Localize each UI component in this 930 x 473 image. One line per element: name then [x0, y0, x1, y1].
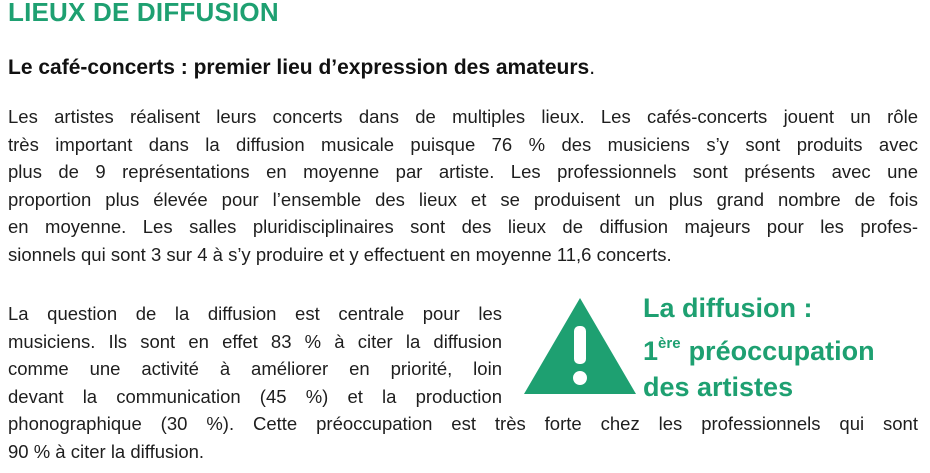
paragraph-line: très important dans la diffusion musicale puisque 76 % des musiciens s’y sont produits avec — [8, 133, 918, 155]
callout — [643, 290, 923, 405]
exclamation-bar — [574, 326, 586, 364]
callout-rank-number: 1 — [643, 336, 659, 366]
section-title: LIEUX DE DIFFUSION — [8, 0, 279, 27]
paragraph-line: La question de la diffusion est centrale pour les — [8, 303, 502, 324]
exclamation-dot — [573, 371, 587, 385]
callout-line2-text: préoccupation — [688, 336, 875, 366]
subtitle-text: Le café-concerts : premier lieu d’expression des amateurs — [8, 56, 590, 79]
warning-icon — [522, 296, 638, 396]
paragraph-diffusion-bottom — [8, 410, 918, 465]
paragraph-diffusion-top — [8, 300, 502, 410]
paragraph-line: devant la communication (45 %) et la production — [8, 385, 502, 407]
callout-rank-superscript: ère — [658, 335, 681, 352]
paragraph-lieux — [8, 103, 918, 268]
paragraph-line: Les artistes réalisent leurs concerts dans de multiples lieux. Les cafés-concerts jouent un rôle — [8, 106, 918, 127]
callout-line1: La diffusion : — [643, 293, 813, 323]
paragraph-line: sionnels qui sont 3 sur 4 à s’y produire et y effectuent en moyenne 11,6 concerts. — [8, 243, 672, 265]
paragraph-line: phonographique (30 %). Cette préoccupation est très forte chez les professionnels qui sont — [8, 413, 918, 434]
paragraph-line: plus de 9 représentations en moyenne par artiste. Les professionnels sont présents avec une — [8, 161, 918, 182]
callout-line3: des artistes — [643, 372, 794, 402]
paragraph-line: comme une activité à améliorer en priorité, loin — [8, 358, 502, 379]
paragraph-line: proportion plus élevée pour l’ensemble des lieux et se produisent un plus grand nombre de fois — [8, 188, 918, 210]
paragraph-line: en moyenne. Les salles pluridisciplinaires sont des lieux de diffusion majeurs pour les profes- — [8, 216, 918, 237]
callout-line2 — [643, 326, 923, 369]
subtitle-period: . — [589, 56, 596, 79]
subtitle — [8, 56, 595, 80]
paragraph-line: musiciens. Ils sont en effet 83 % à citer la diffusion — [8, 330, 502, 352]
paragraph-line: 90 % à citer la diffusion. — [8, 440, 205, 462]
